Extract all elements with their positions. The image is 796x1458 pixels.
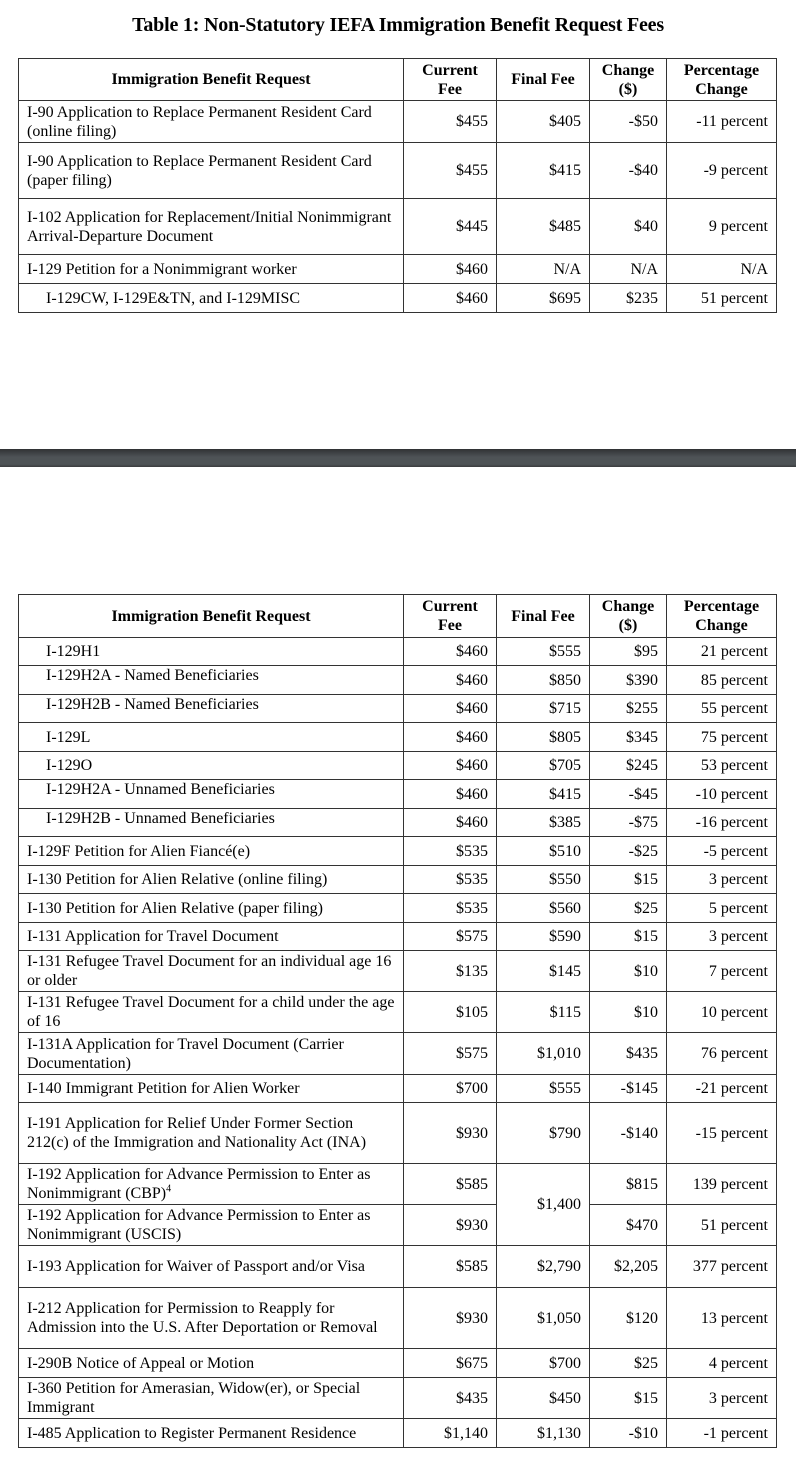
- final-fee-cell: $550: [497, 866, 590, 894]
- table-row: [19, 866, 777, 894]
- table-row: [19, 837, 777, 866]
- request-cell: I-102 Application for Replacement/Initial Nonimmigrant Arrival-Departure Document: [19, 199, 404, 255]
- table-row: [19, 1164, 777, 1205]
- current-fee-cell: $455: [404, 143, 497, 199]
- header-percentage: Percentage Change: [667, 59, 777, 101]
- request-cell: I-129 Petition for a Nonimmigrant worker: [19, 255, 404, 284]
- final-fee-cell: $510: [497, 837, 590, 866]
- final-fee-cell: $405: [497, 101, 590, 143]
- change-cell: -$45: [590, 780, 667, 809]
- request-cell: I-129H2B - Unnamed Beneficiaries: [19, 809, 404, 837]
- request-cell: I-131A Application for Travel Document (Carrier Documentation): [19, 1033, 404, 1075]
- final-fee-cell: $790: [497, 1103, 590, 1164]
- change-cell: -$140: [590, 1103, 667, 1164]
- request-cell: I-290B Notice of Appeal or Motion: [19, 1349, 404, 1378]
- current-fee-cell: $105: [404, 992, 497, 1033]
- percentage-cell: 21 percent: [667, 638, 777, 666]
- table-row: [19, 695, 777, 723]
- change-cell: -$50: [590, 101, 667, 143]
- change-cell: $25: [590, 1349, 667, 1378]
- change-cell: -$75: [590, 809, 667, 837]
- current-fee-cell: $460: [404, 752, 497, 780]
- request-cell: I-130 Petition for Alien Relative (paper filing): [19, 894, 404, 923]
- percentage-cell: -21 percent: [667, 1075, 777, 1103]
- fee-table-2: [18, 594, 777, 1448]
- percentage-cell: 10 percent: [667, 992, 777, 1033]
- current-fee-cell: $930: [404, 1103, 497, 1164]
- request-cell: I-140 Immigrant Petition for Alien Worker: [19, 1075, 404, 1103]
- percentage-cell: 4 percent: [667, 1349, 777, 1378]
- current-fee-cell: $135: [404, 951, 497, 992]
- table-row: [19, 752, 777, 780]
- final-fee-cell: $695: [497, 284, 590, 313]
- final-fee-cell: $700: [497, 1349, 590, 1378]
- change-cell: $470: [590, 1205, 667, 1246]
- change-cell: $2,205: [590, 1246, 667, 1288]
- table-row: [19, 992, 777, 1033]
- request-cell: I-130 Petition for Alien Relative (online filing): [19, 866, 404, 894]
- percentage-cell: 76 percent: [667, 1033, 777, 1075]
- table-title: Table 1: Non-Statutory IEFA Immigration Benefit Request Fees: [132, 14, 664, 36]
- table-row: [19, 1246, 777, 1288]
- header-row: [19, 595, 777, 638]
- current-fee-cell: $460: [404, 695, 497, 723]
- request-cell: I-192 Application for Advance Permission to Enter as Nonimmigrant (USCIS): [19, 1205, 404, 1246]
- fee-table-1: [18, 58, 777, 313]
- table-row: [19, 284, 777, 313]
- table-row: [19, 638, 777, 666]
- change-cell: $10: [590, 951, 667, 992]
- current-fee-cell: $460: [404, 809, 497, 837]
- header-change: Change ($): [590, 595, 667, 638]
- final-fee-cell-merged: $1,400: [497, 1164, 590, 1246]
- current-fee-cell: $535: [404, 866, 497, 894]
- request-cell: I-131 Refugee Travel Document for an individual age 16 or older: [19, 951, 404, 992]
- request-cell: I-360 Petition for Amerasian, Widow(er), or Special Immigrant: [19, 1378, 404, 1419]
- percentage-cell: -10 percent: [667, 780, 777, 809]
- change-cell: N/A: [590, 255, 667, 284]
- percentage-cell: -9 percent: [667, 143, 777, 199]
- table-row: [19, 1205, 777, 1246]
- table-row: [19, 1349, 777, 1378]
- current-fee-cell: $1,140: [404, 1419, 497, 1448]
- request-cell: I-129O: [19, 752, 404, 780]
- current-fee-cell: $930: [404, 1205, 497, 1246]
- percentage-cell: 3 percent: [667, 1378, 777, 1419]
- table-row: [19, 1378, 777, 1419]
- change-cell: $435: [590, 1033, 667, 1075]
- table-row: [19, 255, 777, 284]
- current-fee-cell: $460: [404, 255, 497, 284]
- current-fee-cell: $460: [404, 780, 497, 809]
- final-fee-cell: $1,050: [497, 1288, 590, 1349]
- current-fee-cell: $460: [404, 723, 497, 752]
- percentage-cell: 7 percent: [667, 951, 777, 992]
- current-fee-cell: $460: [404, 638, 497, 666]
- change-cell: -$10: [590, 1419, 667, 1448]
- percentage-cell: 55 percent: [667, 695, 777, 723]
- header-percentage: Percentage Change: [667, 595, 777, 638]
- change-cell: $10: [590, 992, 667, 1033]
- request-cell: I-212 Application for Permission to Reapply for Admission into the U.S. After Deportation or Removal: [19, 1288, 404, 1349]
- current-fee-cell: $435: [404, 1378, 497, 1419]
- current-fee-cell: $585: [404, 1246, 497, 1288]
- change-cell: $255: [590, 695, 667, 723]
- header-current-fee: Current Fee: [404, 595, 497, 638]
- final-fee-cell: $385: [497, 809, 590, 837]
- final-fee-cell: $450: [497, 1378, 590, 1419]
- percentage-cell: 3 percent: [667, 866, 777, 894]
- percentage-cell: -11 percent: [667, 101, 777, 143]
- footnote-marker: 4: [166, 1183, 172, 1195]
- table-row: [19, 199, 777, 255]
- request-cell: I-129H2B - Named Beneficiaries: [19, 695, 404, 723]
- header-final-fee: Final Fee: [497, 59, 590, 101]
- request-cell: I-191 Application for Relief Under Former Section 212(c) of the Immigration and Nationality Act (INA): [19, 1103, 404, 1164]
- header-change: Change ($): [590, 59, 667, 101]
- change-cell: $235: [590, 284, 667, 313]
- table-row: [19, 809, 777, 837]
- percentage-cell: 51 percent: [667, 284, 777, 313]
- change-cell: $15: [590, 923, 667, 951]
- header-request: Immigration Benefit Request: [19, 595, 404, 638]
- current-fee-cell: $585: [404, 1164, 497, 1205]
- request-cell: I-129H1: [19, 638, 404, 666]
- final-fee-cell: $145: [497, 951, 590, 992]
- table-row: [19, 1075, 777, 1103]
- table-row: [19, 1103, 777, 1164]
- final-fee-cell: $715: [497, 695, 590, 723]
- header-final-fee: Final Fee: [497, 595, 590, 638]
- current-fee-cell: $535: [404, 894, 497, 923]
- change-cell: $15: [590, 1378, 667, 1419]
- final-fee-cell: $850: [497, 666, 590, 695]
- request-cell: I-131 Application for Travel Document: [19, 923, 404, 951]
- change-cell: $120: [590, 1288, 667, 1349]
- percentage-cell: N/A: [667, 255, 777, 284]
- change-cell: $345: [590, 723, 667, 752]
- table-row: [19, 1033, 777, 1075]
- percentage-cell: 75 percent: [667, 723, 777, 752]
- percentage-cell: 139 percent: [667, 1164, 777, 1205]
- table-row: [19, 666, 777, 695]
- table-row: [19, 894, 777, 923]
- change-cell: $815: [590, 1164, 667, 1205]
- current-fee-cell: $675: [404, 1349, 497, 1378]
- final-fee-cell: $705: [497, 752, 590, 780]
- final-fee-cell: $560: [497, 894, 590, 923]
- table-row: [19, 951, 777, 992]
- request-cell: I-129H2A - Unnamed Beneficiaries: [19, 780, 404, 809]
- percentage-cell: 85 percent: [667, 666, 777, 695]
- table-row: [19, 923, 777, 951]
- table-row: [19, 101, 777, 143]
- percentage-cell: -1 percent: [667, 1419, 777, 1448]
- request-cell: I-129CW, I-129E&TN, and I-129MISC: [19, 284, 404, 313]
- current-fee-cell: $700: [404, 1075, 497, 1103]
- table-row: [19, 723, 777, 752]
- final-fee-cell: $805: [497, 723, 590, 752]
- current-fee-cell: $460: [404, 666, 497, 695]
- percentage-cell: 9 percent: [667, 199, 777, 255]
- change-cell: $40: [590, 199, 667, 255]
- final-fee-cell: $1,010: [497, 1033, 590, 1075]
- final-fee-cell: $1,130: [497, 1419, 590, 1448]
- change-cell: $15: [590, 866, 667, 894]
- current-fee-cell: $460: [404, 284, 497, 313]
- table-row: [19, 780, 777, 809]
- final-fee-cell: $555: [497, 1075, 590, 1103]
- final-fee-cell: $115: [497, 992, 590, 1033]
- percentage-cell: 377 percent: [667, 1246, 777, 1288]
- table-row: [19, 1419, 777, 1448]
- request-cell: I-90 Application to Replace Permanent Resident Card (online filing): [19, 101, 404, 143]
- change-cell: $25: [590, 894, 667, 923]
- final-fee-cell: $555: [497, 638, 590, 666]
- current-fee-cell: $930: [404, 1288, 497, 1349]
- percentage-cell: -5 percent: [667, 837, 777, 866]
- final-fee-cell: $485: [497, 199, 590, 255]
- request-cell: I-193 Application for Waiver of Passport and/or Visa: [19, 1246, 404, 1288]
- current-fee-cell: $445: [404, 199, 497, 255]
- final-fee-cell: $415: [497, 143, 590, 199]
- percentage-cell: 3 percent: [667, 923, 777, 951]
- request-cell: I-131 Refugee Travel Document for a child under the age of 16: [19, 992, 404, 1033]
- current-fee-cell: $455: [404, 101, 497, 143]
- request-cell: I-485 Application to Register Permanent Residence: [19, 1419, 404, 1448]
- percentage-cell: -16 percent: [667, 809, 777, 837]
- table-row: [19, 1288, 777, 1349]
- percentage-cell: 5 percent: [667, 894, 777, 923]
- request-cell: I-192 Application for Advance Permission to Enter as Nonimmigrant (CBP)$^4$: [19, 1164, 404, 1205]
- final-fee-cell: N/A: [497, 255, 590, 284]
- percentage-cell: 53 percent: [667, 752, 777, 780]
- percentage-cell: -15 percent: [667, 1103, 777, 1164]
- page-separator: [0, 449, 796, 467]
- change-cell: $95: [590, 638, 667, 666]
- change-cell: $390: [590, 666, 667, 695]
- request-cell: I-90 Application to Replace Permanent Resident Card (paper filing): [19, 143, 404, 199]
- request-cell: I-129H2A - Named Beneficiaries: [19, 666, 404, 695]
- current-fee-cell: $575: [404, 923, 497, 951]
- header-request: Immigration Benefit Request: [19, 59, 404, 101]
- request-cell: I-129F Petition for Alien Fiancé(e): [19, 837, 404, 866]
- table-row: [19, 143, 777, 199]
- final-fee-cell: $590: [497, 923, 590, 951]
- request-cell: I-129L: [19, 723, 404, 752]
- change-cell: -$145: [590, 1075, 667, 1103]
- change-cell: -$25: [590, 837, 667, 866]
- header-row: [19, 59, 777, 101]
- current-fee-cell: $575: [404, 1033, 497, 1075]
- percentage-cell: 13 percent: [667, 1288, 777, 1349]
- current-fee-cell: $535: [404, 837, 497, 866]
- final-fee-cell: $415: [497, 780, 590, 809]
- change-cell: -$40: [590, 143, 667, 199]
- change-cell: $245: [590, 752, 667, 780]
- final-fee-cell: $2,790: [497, 1246, 590, 1288]
- percentage-cell: 51 percent: [667, 1205, 777, 1246]
- header-current-fee: Current Fee: [404, 59, 497, 101]
